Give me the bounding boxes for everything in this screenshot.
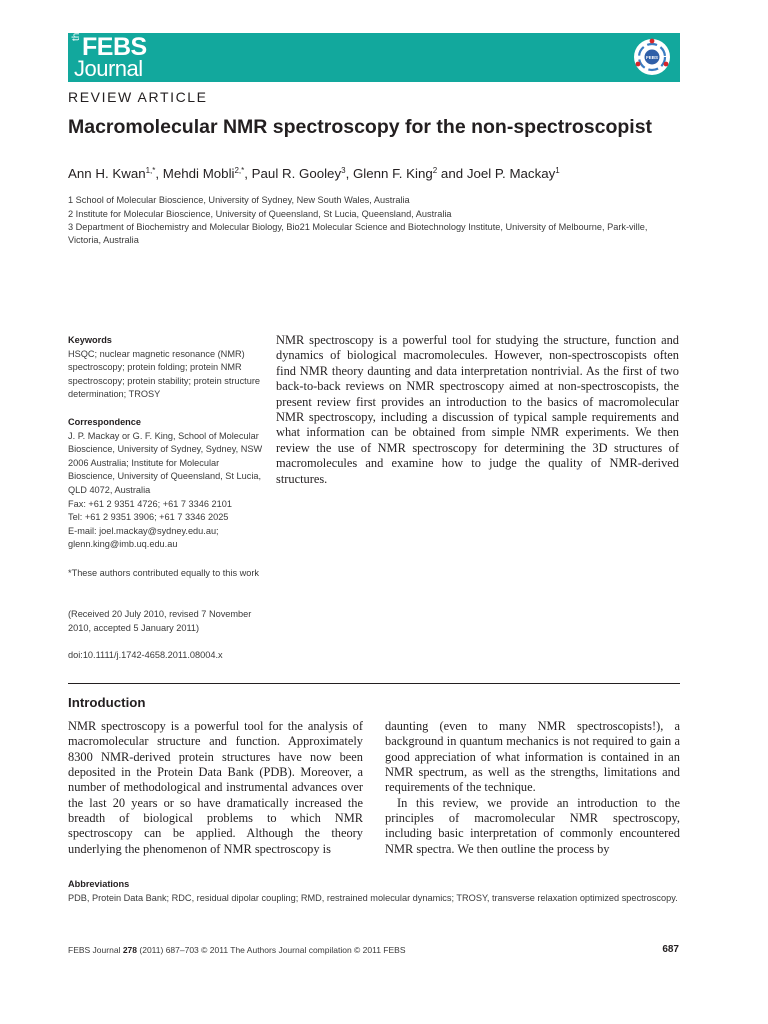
author-separator: , — [345, 166, 353, 181]
abbreviations-heading: Abbreviations — [68, 879, 130, 889]
febs-emblem-icon — [632, 37, 672, 77]
abstract: NMR spectroscopy is a powerful tool for studying the structure, function and dynamics of biological macromolecules. However, non-spectroscopists often find NMR theory daunting and data interpretation nontrivial. As the first of two back-to-back reviews on NMR spectroscopy aimed at non-spectroscopists, the present review first provides an introduction to the basics of macromolecular NMR spectroscopy, including a discussion of typical sample requirements and what information can be obtained from simple NMR experiments. We then review the use of NMR spectroscopy for determining the 3D structures of macromolecules and examine how to judge the quality of NMR-derived structures. — [276, 333, 679, 486]
abbreviations-text: PDB, Protein Data Bank; RDC, residual dipolar coupling; RMD, restrained molecular dynamics; TROSY, transverse relaxation optimized spectroscopy. — [68, 893, 678, 903]
intro-paragraph: NMR spectroscopy is a powerful tool for the analysis of macromolecular structure and function. Approximately 8300 NMR-derived protein structures have now been deposited in the Protein Data Bank (PDB). Moreover, a number of methodological and instrumental advances over the last 20 years or so have dramatically increased the breadth of biological problems to which NMR spectroscopy can be applied. Although the theory underlying the phenomenon of NMR spectroscopy is — [68, 719, 363, 856]
affiliation-3: 3 Department of Biochemistry and Molecular Biology, Bio21 Molecular Science and Biotechnology Institute, University of Melbourne, Park-ville, Victoria, Australia — [68, 222, 648, 245]
author-list — [68, 166, 560, 181]
author-name: Paul R. Gooley — [251, 166, 342, 181]
article-title: Macromolecular NMR spectroscopy for the non-spectroscopist — [68, 116, 653, 138]
section-divider — [68, 683, 680, 684]
author-name: Joel P. Mackay — [466, 166, 556, 181]
intro-column-left — [68, 719, 363, 857]
received-dates: (Received 20 July 2010, revised 7 November 2010, accepted 5 January 2011) — [68, 609, 252, 633]
correspondence-heading: Correspondence — [68, 417, 142, 427]
footer-volume: 278 — [122, 945, 138, 955]
correspondence-email: E-mail: joel.mackay@sydney.edu.au; — [68, 525, 219, 536]
journal-banner — [68, 27, 680, 82]
correspondence-address: J. P. Mackay or G. F. King, School of Molecular Bioscience, University of Sydney, Sydney, NSW 2006 Australia; Institute for Molecular Bioscience, University of Queensland, St Lucia, QLD 4072, Australia — [68, 430, 263, 495]
intro-paragraph: In this review, we provide an introduction to the principles of macromolecular NMR spectroscopy, including basic interpretation of commonly encountered NMR spectra. We then outline the process by — [385, 795, 680, 856]
introduction-heading: Introduction — [68, 695, 146, 710]
author-separator: , — [155, 166, 163, 181]
footer-citation: (2011) 687–703 © 2011 The Authors Journal compilation © 2011 FEBS — [139, 945, 406, 955]
author-affiliation-mark: 1,* — [145, 166, 156, 175]
page-footer — [68, 945, 406, 955]
affiliation-1: 1 School of Molecular Bioscience, University of Sydney, New South Wales, Australia — [68, 195, 410, 205]
keywords-heading: Keywords — [68, 335, 112, 345]
emblem-label: FEBS — [645, 55, 659, 60]
author-name: Mehdi Mobli — [162, 166, 235, 181]
doi: doi:10.1111/j.1742-4658.2011.08004.x — [68, 650, 223, 660]
author-separator: and — [437, 166, 467, 181]
affiliation-2: 2 Institute for Molecular Bioscience, University of Queensland, St Lucia, Queensland, Australia — [68, 209, 452, 219]
correspondence-fax: Fax: +61 2 9351 4726; +61 7 3346 2101 — [68, 498, 232, 509]
logo-journal: Journal — [74, 56, 143, 81]
page-number: 687 — [662, 944, 679, 955]
intro-paragraph: daunting (even to many NMR spectroscopists!), a background in quantum mechanics is not required to gain a good appreciation of what information is contained in an NMR spectrum, as well as the strengths, limitations and requirements of the technique. — [385, 719, 680, 795]
author-separator: , — [244, 166, 252, 181]
correspondence-tel: Tel: +61 2 9351 3906; +61 7 3346 2025 — [68, 512, 229, 523]
author-name: Glenn F. King — [352, 166, 433, 181]
footer-journal: FEBS Journal — [68, 945, 121, 955]
article-type: REVIEW ARTICLE — [68, 89, 208, 105]
author-affiliation-mark: 1 — [555, 166, 560, 175]
author-affiliation-mark: 2 — [432, 166, 438, 175]
author-name: Ann H. Kwan — [68, 166, 146, 181]
intro-column-right — [385, 719, 680, 857]
logo-the: the — [71, 27, 82, 41]
logo-febs: FEBS — [82, 33, 147, 61]
correspondence-block — [68, 416, 264, 552]
keywords-block — [68, 334, 264, 402]
keywords-text: HSQC; nuclear magnetic resonance (NMR) spectroscopy; protein folding; protein NMR spectroscopy; protein stability; protein structure determination; TROSY — [68, 348, 261, 400]
correspondence-email: glenn.king@imb.uq.edu.au — [68, 539, 178, 550]
author-affiliation-mark: 2,* — [234, 166, 245, 175]
equal-contribution-note: *These authors contributed equally to this work — [68, 568, 259, 578]
author-affiliation-mark: 3 — [341, 166, 346, 175]
